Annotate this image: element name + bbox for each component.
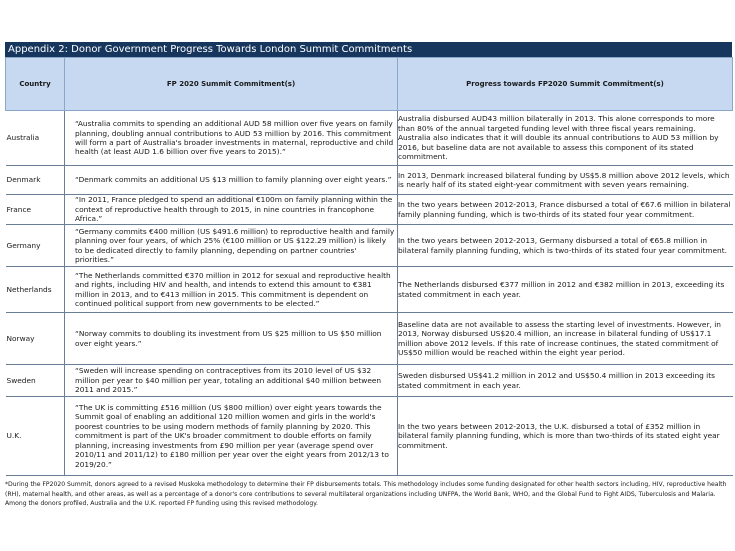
commitments-table (5, 57, 733, 476)
commitment-cell: “The Netherlands committed €370 million in 2012 for sexual and reproductive health and rights, including HIV and health, and intends to extend this amount to €381 million in 2013, and to €413 million in 2015. This commitment is dependent on continued political support from new governments to be elected.” (65, 267, 398, 313)
header-commitment: FP 2020 Summit Commitment(s) (65, 58, 398, 111)
progress-cell: In the two years between 2012-2013, France disbursed a total of €67.6 million in bilateral family planning funding, which is two-thirds of its stated four year commitment. (398, 195, 733, 225)
commitment-cell: “Denmark commits an additional US $13 million to family planning over eight years.” (65, 166, 398, 195)
progress-cell: Baseline data are not available to assess the starting level of investments. However, in 2013, Norway disbursed US$20.4 million, an increase in bilateral funding of US$17.1 million above 2012 levels. If this rate of increase continues, the stated commitment of US$50 million would be reached within the eight year period. (398, 313, 733, 365)
country-cell: Australia (6, 111, 65, 166)
commitment-cell: “Australia commits to spending an additional AUD 58 million over five years on family planning, doubling annual contributions to AUD 53 million by 2016. This commitment will form a part of Australia's broader investments in maternal, reproductive and child health (at least AUD 1.6 billion over five years to 2015).” (65, 111, 398, 166)
country-cell: Sweden (6, 365, 65, 397)
methodology-footnote: *During the FP2020 Summit, donors agreed to a revised Muskoka methodology to determine their FP disbursements totals. This methodology includes some funding designated for other health sectors including, HIV, reproductive health (RH), maternal health, and other areas, as well as a percentage of a donor's core contributions to several multilateral organizations including UNFPA, the World Bank, WHO, and the Global Fund to Fight AIDS, Tuberculosis and Malaria. Among the donors profiled, Australia and the U.K. reported FP funding using this revised methodology. (5, 481, 727, 508)
header-progress: Progress towards FP2020 Summit Commitment(s) (398, 58, 733, 111)
country-cell: France (6, 195, 65, 225)
table-row (6, 166, 733, 195)
table-row (6, 397, 733, 476)
table-row (6, 365, 733, 397)
progress-cell: Sweden disbursed US$41.2 million in 2012 and US$50.4 million in 2013 exceeding its stated commitment in each year. (398, 365, 733, 397)
country-cell: U.K. (6, 397, 65, 476)
commitment-cell: “Sweden will increase spending on contraceptives from its 2010 level of US $32 million per year to $40 million per year, totaling an additional $40 million between 2011 and 2015.” (65, 365, 398, 397)
table-row (6, 225, 733, 267)
commitment-cell: “The UK is committing £516 million (US $800 million) over eight years towards the Summit goal of enabling an additional 120 million women and girls in the world's poorest countries to be using modern methods of family planning by 2020. This commitment is part of the UK's broader commitment to double efforts on family planning, increasing investments from £90 million per year (average spend over 2010/11 and 2011/12) to £180 million per year over the eight years from 2012/13 to 2019/20.” (65, 397, 398, 476)
progress-cell: The Netherlands disbursed €377 million in 2012 and €382 million in 2013, exceeding its stated commitment in each year. (398, 267, 733, 313)
appendix-title: Appendix 2: Donor Government Progress Towards London Summit Commitments (5, 42, 732, 57)
appendix-section (5, 42, 732, 476)
progress-cell: Australia disbursed AUD43 million bilaterally in 2013. This alone corresponds to more than 80% of the annual targeted funding level with three fiscal years remaining. Australia also indicates that it will double its annual contributions to AUD 53 million by 2016, but baseline data are not available to assess this component of its stated commitment. (398, 111, 733, 166)
progress-cell: In 2013, Denmark increased bilateral funding by US$5.8 million above 2012 levels, which is nearly half of its stated eight-year commitment with seven years remaining. (398, 166, 733, 195)
progress-cell: In the two years between 2012-2013, the U.K. disbursed a total of £352 million in bilateral family planning funding, which is more than two-thirds of its stated eight year commitment. (398, 397, 733, 476)
table-row (6, 111, 733, 166)
country-cell: Denmark (6, 166, 65, 195)
table-row (6, 313, 733, 365)
progress-cell: In the two years between 2012-2013, Germany disbursed a total of €65.8 million in bilateral family planning funding, which is two-thirds of its stated four year commitment. (398, 225, 733, 267)
commitment-cell: “Norway commits to doubling its investment from US $25 million to US $50 million over eight years.” (65, 313, 398, 365)
country-cell: Netherlands (6, 267, 65, 313)
country-cell: Norway (6, 313, 65, 365)
table-header-row (6, 58, 733, 111)
header-country: Country (6, 58, 65, 111)
country-cell: Germany (6, 225, 65, 267)
table-row (6, 267, 733, 313)
commitment-cell: “In 2011, France pledged to spend an additional €100m on family planning within the context of reproductive health through to 2015, in nine countries in francophone Africa.” (65, 195, 398, 225)
commitment-cell: “Germany commits €400 million (US $491.6 million) to reproductive health and family planning over four years, of which 25% (€100 million or US $122.29 million) is likely to be dedicated directly to family planning, depending on partner countries' priorities.” (65, 225, 398, 267)
table-row (6, 195, 733, 225)
